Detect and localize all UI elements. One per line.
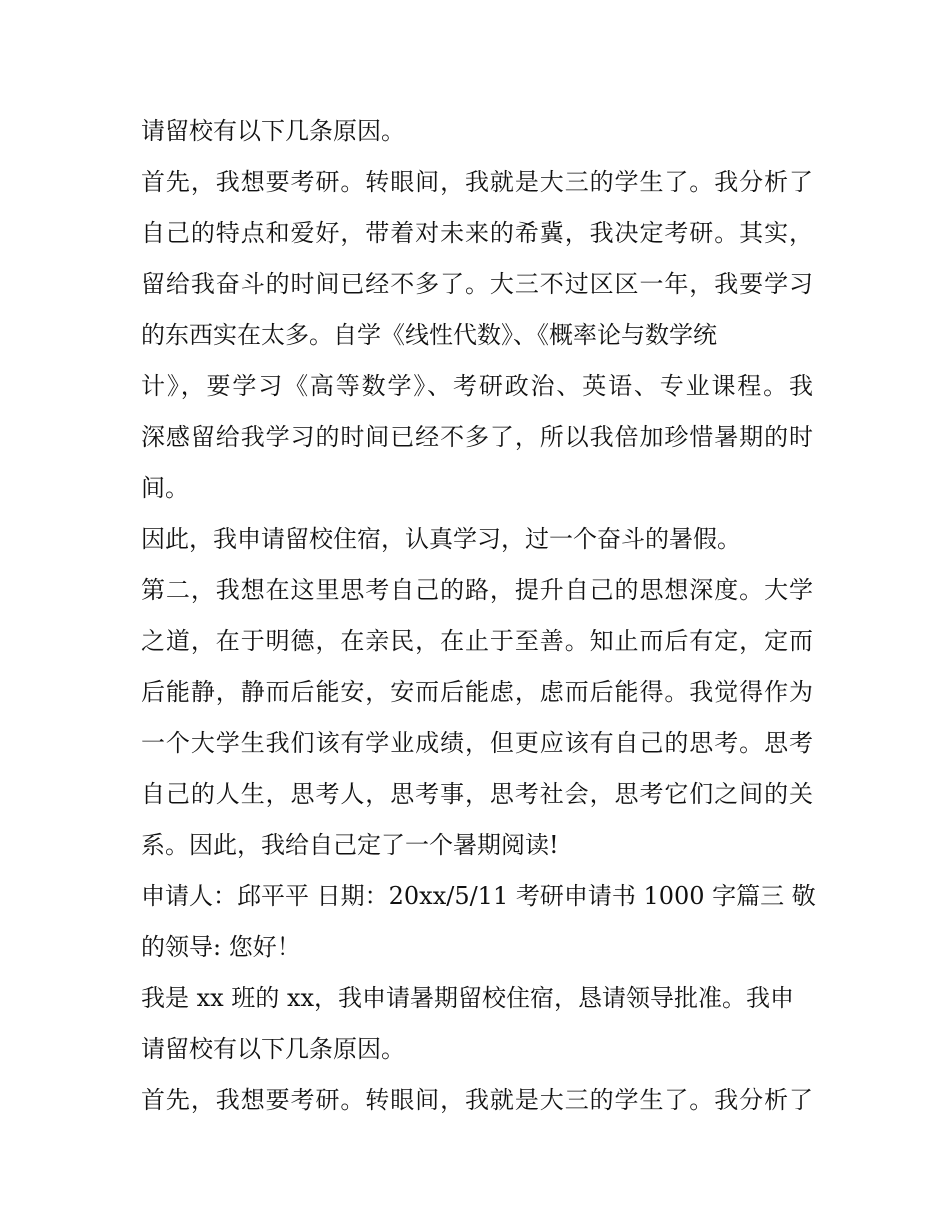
- text-line: 一个大学生我们该有学业成绩，但更应该有自己的思考。思考: [141, 729, 813, 757]
- text-line: 之道，在于明德，在亲民，在止于至善。知止而后有定，定而: [141, 627, 813, 655]
- document-body: [141, 106, 816, 1126]
- text-line: 计》，要学习《高等数学》、考研政治、英语、专业课程。我: [141, 372, 813, 400]
- text-line: 自己的特点和爱好，带着对未来的希冀，我决定考研。其实，: [141, 219, 813, 247]
- text-line: 请留校有以下几条原因。: [141, 1035, 405, 1063]
- text-line: 间。: [141, 474, 189, 502]
- text-line: 自己的人生，思考人，思考事，思考社会，思考它们之间的关: [141, 780, 813, 808]
- text-line: 系。因此，我给自己定了一个暑期阅读!: [141, 831, 559, 859]
- text-line: 第二，我想在这里思考自己的路，提升自己的思想深度。大学: [141, 576, 813, 604]
- text-line: 后能静，静而后能安，安而后能虑，虑而后能得。我觉得作为: [141, 678, 813, 706]
- text-line: 我是 xx 班的 xx，我申请暑期留校住宿，恳请领导批准。我申: [141, 984, 795, 1012]
- text-line: 的东西实在太多。自学《线性代数》、《概率论与数学统: [141, 321, 717, 349]
- text-line: 留给我奋斗的时间已经不多了。大三不过区区一年，我要学习: [141, 270, 813, 298]
- text-line: 申请人：邱平平 日期：20xx/5/11 考研申请书 1000 字篇三 敬: [141, 882, 816, 910]
- text-line: 请留校有以下几条原因。: [141, 117, 405, 145]
- text-line: 的领导: 您好！: [141, 933, 301, 961]
- text-line: 首先，我想要考研。转眼间，我就是大三的学生了。我分析了: [141, 1086, 813, 1114]
- text-line: 深感留给我学习的时间已经不多了，所以我倍加珍惜暑期的时: [141, 423, 813, 451]
- text-line: 首先，我想要考研。转眼间，我就是大三的学生了。我分析了: [141, 168, 813, 196]
- text-line: 因此，我申请留校住宿，认真学习，过一个奋斗的暑假。: [141, 525, 741, 553]
